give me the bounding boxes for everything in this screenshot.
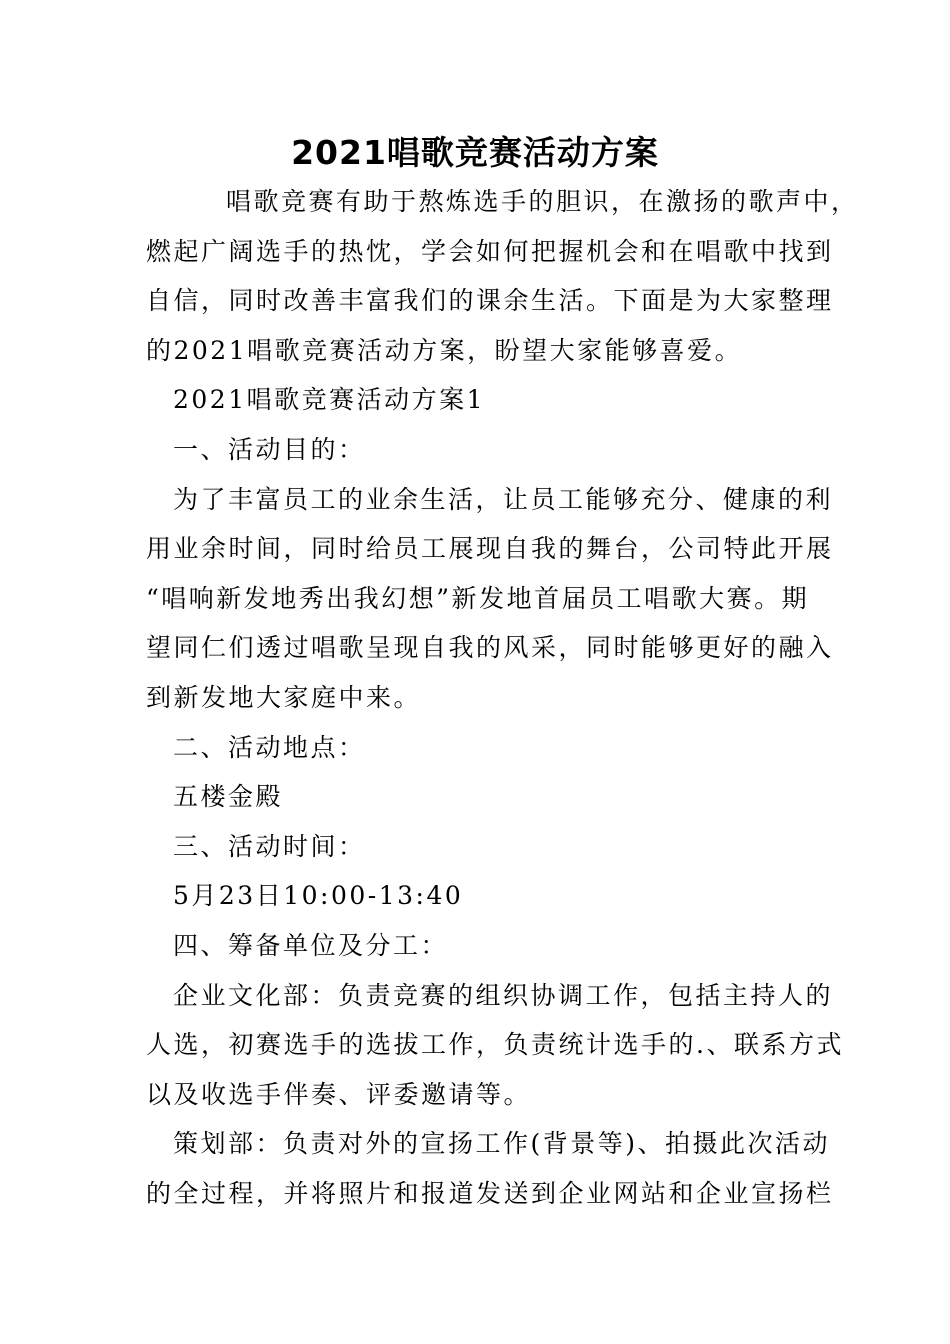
- purpose-line-3: “唱响新发地秀出我幻想”新发地首届员工唱歌大赛。期: [146, 583, 810, 613]
- heading-purpose: 一、活动目的：: [173, 434, 366, 464]
- culture-dept-line-2: 人选，初赛选手的选拔工作，负责统计选手的.、联系方式: [146, 1030, 844, 1060]
- intro-line-2: 燃起广阔选手的热忱，学会如何把握机会和在唱歌中找到: [146, 236, 834, 266]
- purpose-line-1: 为了丰富员工的业余生活，让员工能够充分、健康的利: [173, 484, 834, 514]
- heading-location: 二、活动地点：: [173, 732, 366, 762]
- heading-time: 三、活动时间：: [173, 831, 366, 861]
- culture-dept-line-1: 企业文化部：负责竞赛的组织协调工作，包括主持人的: [173, 980, 834, 1010]
- purpose-line-4: 望同仁们透过唱歌呈现自我的风采，同时能够更好的融入: [146, 633, 834, 663]
- planning-dept-line-2: 的全过程，并将照片和报道发送到企业网站和企业宣扬栏: [146, 1178, 834, 1208]
- intro-line-3: 自信，同时改善丰富我们的课余生活。下面是为大家整理: [146, 286, 834, 316]
- section-heading: 2021唱歌竞赛活动方案1: [173, 385, 486, 415]
- time-value: 5月23日10:00-13:40: [173, 881, 464, 911]
- purpose-line-2: 用业余时间，同时给员工展现自我的舞台，公司特此开展: [146, 534, 834, 564]
- document-title: 2021唱歌竞赛活动方案: [291, 133, 659, 172]
- intro-line-4: 的2021唱歌竞赛活动方案，盼望大家能够喜爱。: [146, 335, 743, 365]
- intro-line-1: 唱歌竞赛有助于熬炼选手的胆识，在激扬的歌声中，: [226, 187, 859, 216]
- purpose-line-5: 到新发地大家庭中来。: [146, 682, 422, 712]
- culture-dept-line-3: 以及收选手伴奏、评委邀请等。: [146, 1079, 532, 1109]
- document-body: [146, 177, 859, 1218]
- planning-dept-line-1: 策划部：负责对外的宣扬工作(背景等)、拍摄此次活动: [173, 1129, 831, 1159]
- location-value: 五楼金殿: [173, 782, 284, 812]
- heading-organizers: 四、筹备单位及分工：: [173, 930, 449, 960]
